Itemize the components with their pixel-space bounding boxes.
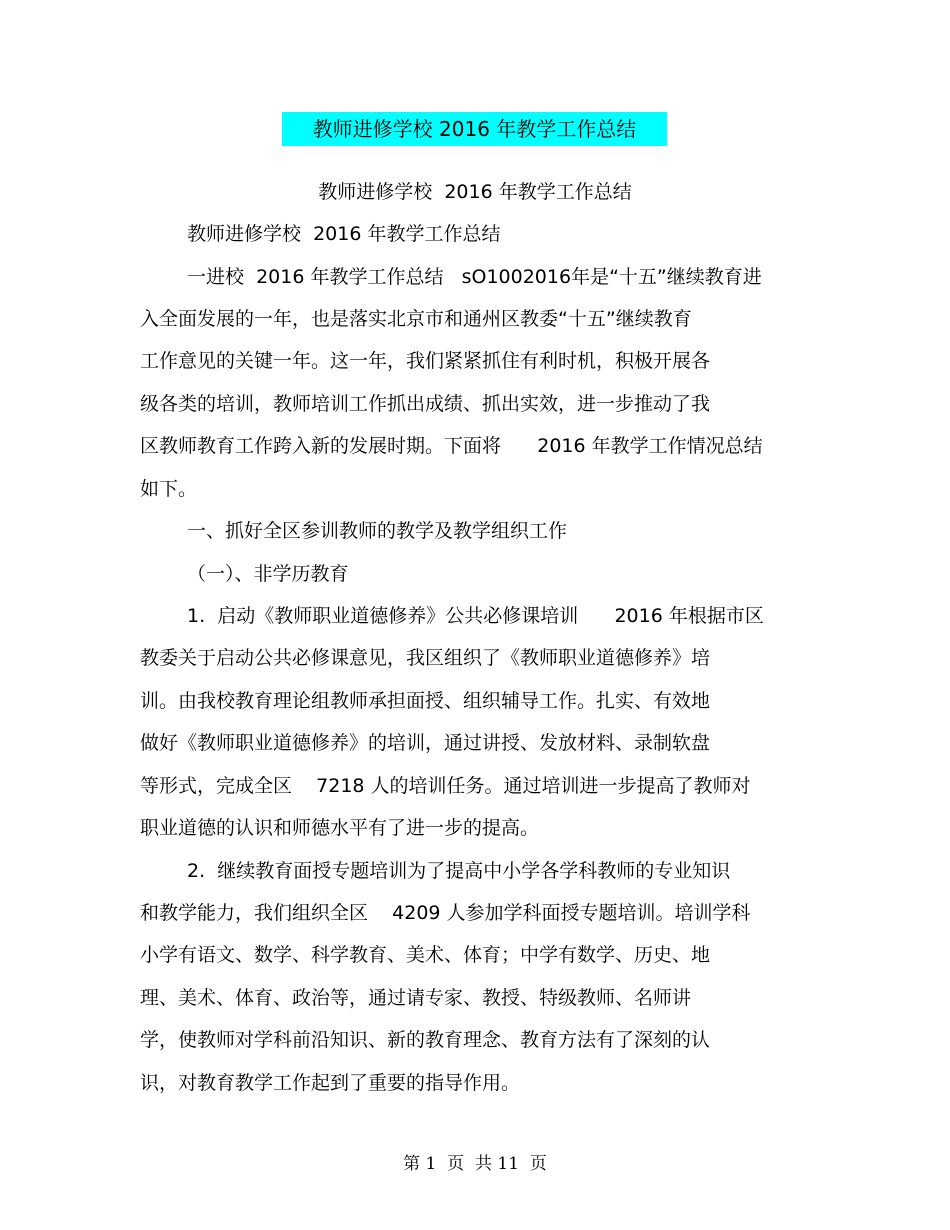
paragraph-line: 识，对教育教学工作起到了重要的指导作用。: [140, 1072, 521, 1094]
paragraph-line: 工作意见的关键一年。这一年，我们紧紧抓住有利时机，积极开展各: [140, 350, 711, 372]
paragraph-line: 学，使教师对学科前沿知识、新的教育理念、教育方法有了深刻的认: [140, 1029, 711, 1051]
document-subtitle: 教师进修学校 2016 年教学工作总结: [318, 181, 632, 203]
paragraph-line: 等形式，完成全区 7218 人的培训任务。通过培训进一步提高了教师对: [140, 775, 751, 797]
paragraph-line: 级各类的培训，教师培训工作抓出成绩、抓出实效，进一步推动了我: [140, 393, 711, 415]
paragraph-line: 2. 继续教育面授专题培训为了提高中小学各学科教师的专业知识: [187, 860, 731, 882]
paragraph-line: 训。由我校教育理论组教师承担面授、组织辅导工作。扎实、有效地: [140, 690, 711, 712]
paragraph-line: 教委关于启动公共必修课意见，我区组织了《教师职业道德修养》培: [140, 647, 711, 669]
paragraph-line: 和教学能力，我们组织全区 4209 人参加学科面授专题培训。培训学科: [140, 902, 751, 924]
paragraph-line: 1. 启动《教师职业道德修养》公共必修课培训 2016 年根据市区: [187, 605, 764, 627]
paragraph-line: 职业道德的认识和师德水平有了进一步的提高。: [140, 817, 540, 839]
page-footer: 第 1 页 共 11 页: [403, 1154, 547, 1174]
section-heading: 一、抓好全区参训教师的教学及教学组织工作: [187, 520, 568, 542]
paragraph-line: 区教师教育工作跨入新的发展时期。下面将 2016 年教学工作情况总结: [140, 435, 763, 457]
paragraph-line: 入全面发展的一年，也是落实北京市和通州区教委“十五”继续教育: [140, 308, 692, 330]
paragraph-line: 教师进修学校 2016 年教学工作总结: [187, 223, 501, 245]
paragraph-line: 一进校 2016 年教学工作总结 sO1002016年是“十五”继续教育进: [187, 266, 762, 288]
subsection-heading: （一）、非学历教育: [187, 563, 349, 585]
paragraph-line: 如下。: [140, 478, 198, 500]
paragraph-line: 理、美术、体育、政治等，通过请专家、教授、特级教师、名师讲: [140, 987, 692, 1009]
paragraph-line: 小学有语文、数学、科学教育、美术、体育；中学有数学、历史、地: [140, 944, 711, 966]
paragraph-line: 做好《教师职业道德修养》的培训，通过讲授、发放材料、录制软盘: [140, 732, 711, 754]
document-title: 教师进修学校 2016 年教学工作总结: [282, 112, 667, 146]
